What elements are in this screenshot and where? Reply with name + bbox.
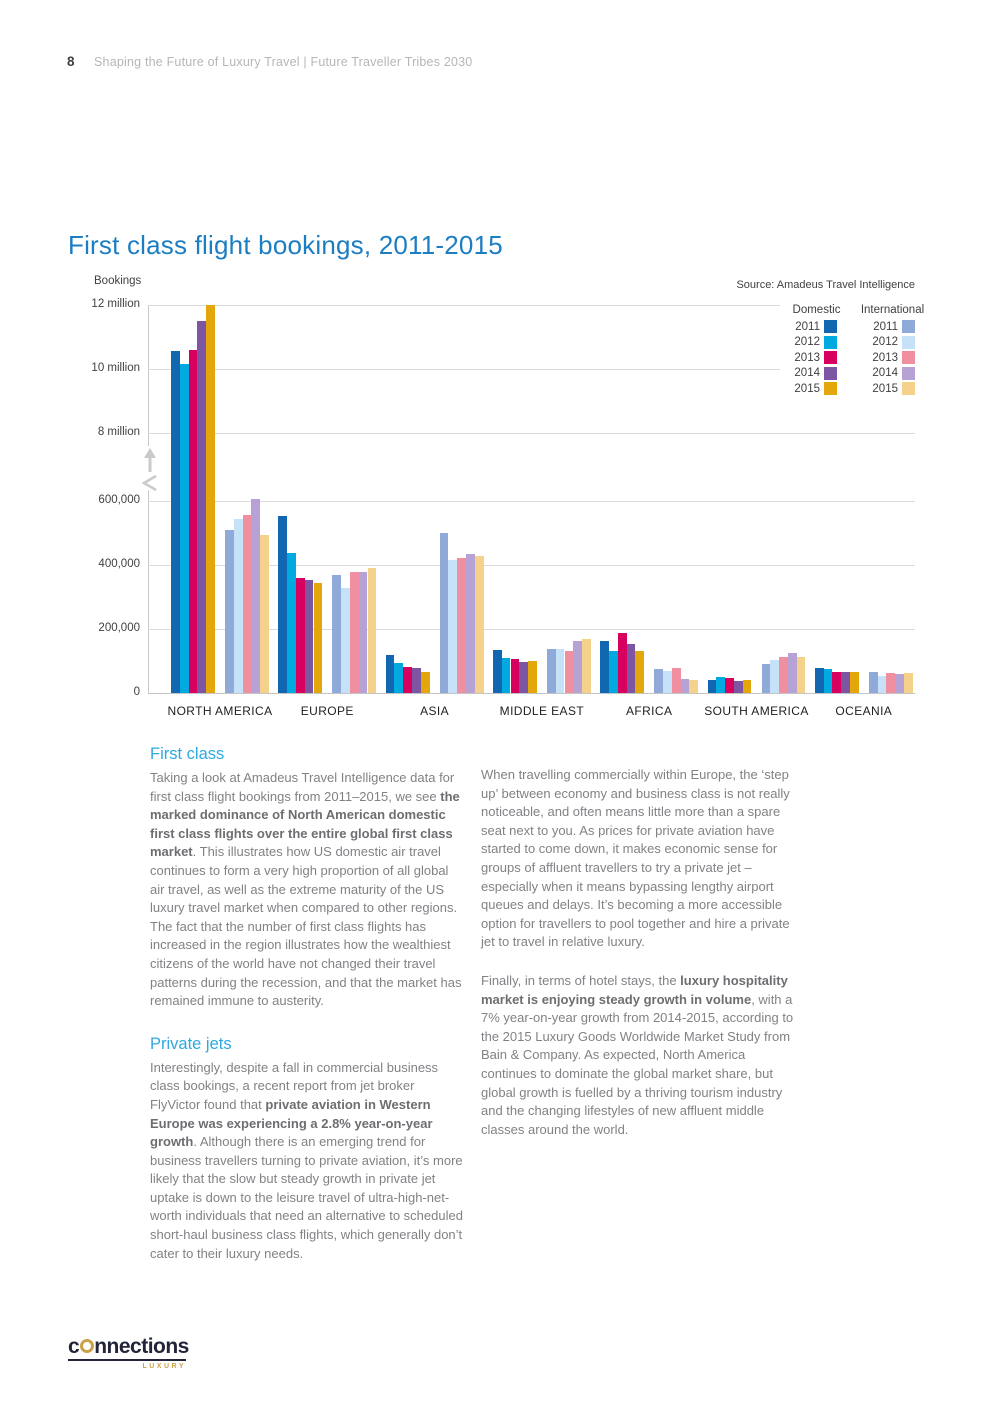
legend-col-domestic: Domestic — [792, 304, 841, 316]
text: . This illustrates how US domestic air travel continues to form a very high proportion of all global air travel, as well as the extreme maturity of the US luxury travel market when compared to other regions. The fact that the number of first class flights has increased in the region illustrates how the wealthiest citizens of the world have not changed their travel patterns during the recession, and that the market has remained immune to austerity. — [150, 844, 462, 1009]
y-axis-title: Bookings — [94, 275, 142, 287]
y-tick-label: 0 — [133, 686, 140, 698]
section-heading-first-class: First class — [150, 745, 225, 763]
bar — [556, 649, 565, 693]
y-tick-label: 200,000 — [98, 622, 140, 634]
bar — [440, 533, 449, 693]
bar — [779, 657, 788, 693]
text: , with a 7% year-on-year growth from 2014-2015, according to the 2015 Luxury Goods Worldwide Market Study from Bain & Company. As expected, North America continues to dominate the global market share, but global growth is fuelled by a thriving tourism industry and the changing lifestyles of new affluent middle classes around the world. — [481, 991, 794, 1137]
legend-row — [780, 335, 920, 351]
bar — [448, 560, 457, 693]
bar — [635, 651, 644, 693]
chart-source: Source: Amadeus Travel Intelligence — [736, 279, 915, 291]
connections-luxury-logo — [68, 1335, 189, 1370]
legend-year-label: 2014 — [794, 367, 820, 380]
bar — [832, 672, 841, 693]
bar — [600, 641, 609, 693]
legend-swatch — [824, 351, 837, 364]
bar — [609, 651, 618, 693]
y-axis-line — [148, 305, 149, 446]
y-tick-label: 10 million — [91, 362, 140, 374]
page-number: 8 — [67, 54, 75, 69]
legend-swatch — [902, 382, 915, 395]
y-tick-label: 400,000 — [98, 558, 140, 570]
gridline — [148, 433, 915, 434]
left-text-column — [150, 744, 465, 1263]
bar — [565, 651, 574, 693]
x-axis-label: EUROPE — [300, 704, 354, 718]
bar — [788, 653, 797, 693]
bar — [528, 661, 537, 693]
bar — [225, 530, 234, 693]
bar — [547, 649, 556, 693]
bar — [708, 680, 717, 693]
bar — [681, 679, 690, 693]
bar — [582, 639, 591, 693]
text: Interestingly, despite a fall in commercial business class bookings, a recent report from jet broker FlyVictor found that — [150, 1059, 439, 1112]
private-jets-paragraph — [150, 1059, 465, 1264]
bar — [251, 499, 260, 693]
legend-year-label: 2014 — [872, 367, 898, 380]
legend-row — [780, 319, 920, 335]
right-text-column — [481, 766, 796, 1139]
axis-break-icon — [140, 446, 160, 492]
bar — [663, 671, 672, 693]
chart-legend — [780, 302, 925, 401]
europe-commercial-paragraph — [481, 766, 796, 952]
bar — [770, 660, 779, 693]
bar — [197, 321, 206, 693]
bar — [341, 588, 350, 693]
running-header: Shaping the Future of Luxury Travel | Future Traveller Tribes 2030 — [94, 55, 473, 69]
gridline — [148, 693, 915, 694]
legend-swatch — [824, 382, 837, 395]
legend-year-label: 2013 — [872, 351, 898, 364]
bar — [305, 580, 314, 693]
bar — [180, 364, 189, 693]
logo-wordmark — [68, 1335, 189, 1358]
legend-col-international: International — [860, 304, 925, 316]
bar — [171, 351, 180, 693]
bar — [234, 519, 243, 693]
bar — [502, 658, 511, 693]
legend-year-label: 2015 — [872, 382, 898, 395]
logo-underline — [68, 1359, 186, 1361]
bar — [368, 568, 377, 693]
bar — [672, 668, 681, 693]
bar — [493, 650, 502, 693]
legend-swatch — [902, 336, 915, 349]
logo-swirl-o-icon — [80, 1339, 94, 1353]
section-heading-private-jets: Private jets — [150, 1034, 232, 1053]
legend-swatch — [824, 320, 837, 333]
bar — [457, 558, 466, 693]
y-tick-label: 600,000 — [98, 494, 140, 506]
legend-year-label: 2012 — [794, 336, 820, 349]
gridline — [148, 501, 915, 502]
legend-row — [780, 366, 920, 382]
bar — [886, 673, 895, 693]
bar — [815, 668, 824, 693]
bar — [725, 678, 734, 693]
x-axis-label: ASIA — [420, 704, 450, 718]
bold-text: luxury hospitality market is enjoying steady growth in volume — [481, 972, 788, 1007]
legend-year-label: 2015 — [794, 382, 820, 395]
bar — [475, 556, 484, 693]
y-tick-label: 8 million — [97, 426, 140, 438]
bar — [243, 515, 252, 693]
legend-swatch — [902, 351, 915, 364]
bar — [394, 663, 403, 693]
first-class-paragraph — [150, 769, 465, 1011]
legend-swatch — [902, 367, 915, 380]
legend-row — [780, 350, 920, 366]
bar — [824, 669, 833, 693]
bar — [332, 575, 341, 693]
bar — [627, 644, 636, 693]
bar — [654, 669, 663, 693]
legend-swatch — [824, 336, 837, 349]
bar — [260, 535, 269, 693]
bar — [189, 350, 198, 693]
bar — [519, 662, 528, 693]
logo-tagline: LUXURY — [142, 1363, 186, 1370]
bar — [895, 674, 904, 693]
bar — [716, 677, 725, 693]
bar — [386, 655, 395, 693]
bar — [421, 672, 430, 693]
y-axis-line — [148, 490, 149, 693]
bar — [797, 657, 806, 693]
text: When travelling commercially within Europe, the ‘step up’ between economy and business class is not really noticeable, and often means little more than a spare seat next to you. As prices for private aviation have started to come down, it makes economic sense for groups of affluent travellers to try a private jet – especially when it means bypassing lengthy airport queues and delays. It’s becoming a more accessible option for travellers to pool together and hire a private jet to travel in relative luxury. — [481, 767, 790, 950]
bar — [762, 664, 771, 693]
bar — [359, 572, 368, 693]
text: Taking a look at Amadeus Travel Intelligence data for first class flight bookings from 2011–2015, we see — [150, 770, 455, 804]
legend-year-label: 2012 — [872, 336, 898, 349]
page-title: First class flight bookings, 2011-2015 — [68, 230, 503, 260]
x-axis-label: NORTH AMERICA — [167, 704, 273, 718]
text: . Although there is an emerging trend for business travellers turning to private aviation, it’s more likely that the slow but steady growth in private jet uptake is down to the leisure travel of ultra-high-net-worth individuals that need an alternative to scheduled short-haul business class flights, which generally don’t cater to their luxury needs. — [150, 1134, 463, 1261]
bar — [403, 667, 412, 693]
legend-swatch — [902, 320, 915, 333]
bar — [412, 668, 421, 693]
x-axis-label: SOUTH AMERICA — [704, 704, 809, 718]
bar — [206, 305, 215, 693]
bar — [734, 681, 743, 693]
logo-text: nnections — [94, 1335, 189, 1358]
legend-swatch — [824, 367, 837, 380]
bar — [287, 553, 296, 693]
legend-header — [780, 304, 925, 316]
bar — [350, 572, 359, 693]
logo-text: c — [68, 1335, 80, 1358]
legend-year-label: 2011 — [795, 320, 820, 333]
bar — [618, 633, 627, 693]
bar — [878, 676, 887, 693]
legend-row — [780, 381, 920, 397]
bar — [573, 641, 582, 693]
hotel-stays-paragraph — [481, 972, 796, 1139]
bar — [743, 680, 752, 693]
x-axis-label: AFRICA — [625, 704, 673, 718]
bar — [841, 672, 850, 693]
y-tick-label: 12 million — [91, 298, 140, 310]
bold-text: the marked dominance of North American domestic first class flights over the entire global first class market — [150, 788, 460, 860]
bar — [850, 672, 859, 693]
bar — [466, 554, 475, 693]
bar — [296, 578, 305, 693]
legend-year-label: 2011 — [873, 320, 898, 333]
bar — [904, 673, 913, 693]
x-axis-label: MIDDLE EAST — [499, 704, 585, 718]
bar — [314, 583, 323, 693]
bar — [511, 659, 520, 693]
legend-year-label: 2013 — [794, 351, 820, 364]
bar — [689, 680, 698, 693]
bold-text: private aviation in Western Europe was experiencing a 2.8% year-on-year growth — [150, 1096, 433, 1150]
bar — [869, 672, 878, 693]
x-axis-label: OCEANIA — [835, 704, 893, 718]
text: Finally, in terms of hotel stays, the — [481, 972, 681, 988]
bar — [278, 516, 287, 693]
